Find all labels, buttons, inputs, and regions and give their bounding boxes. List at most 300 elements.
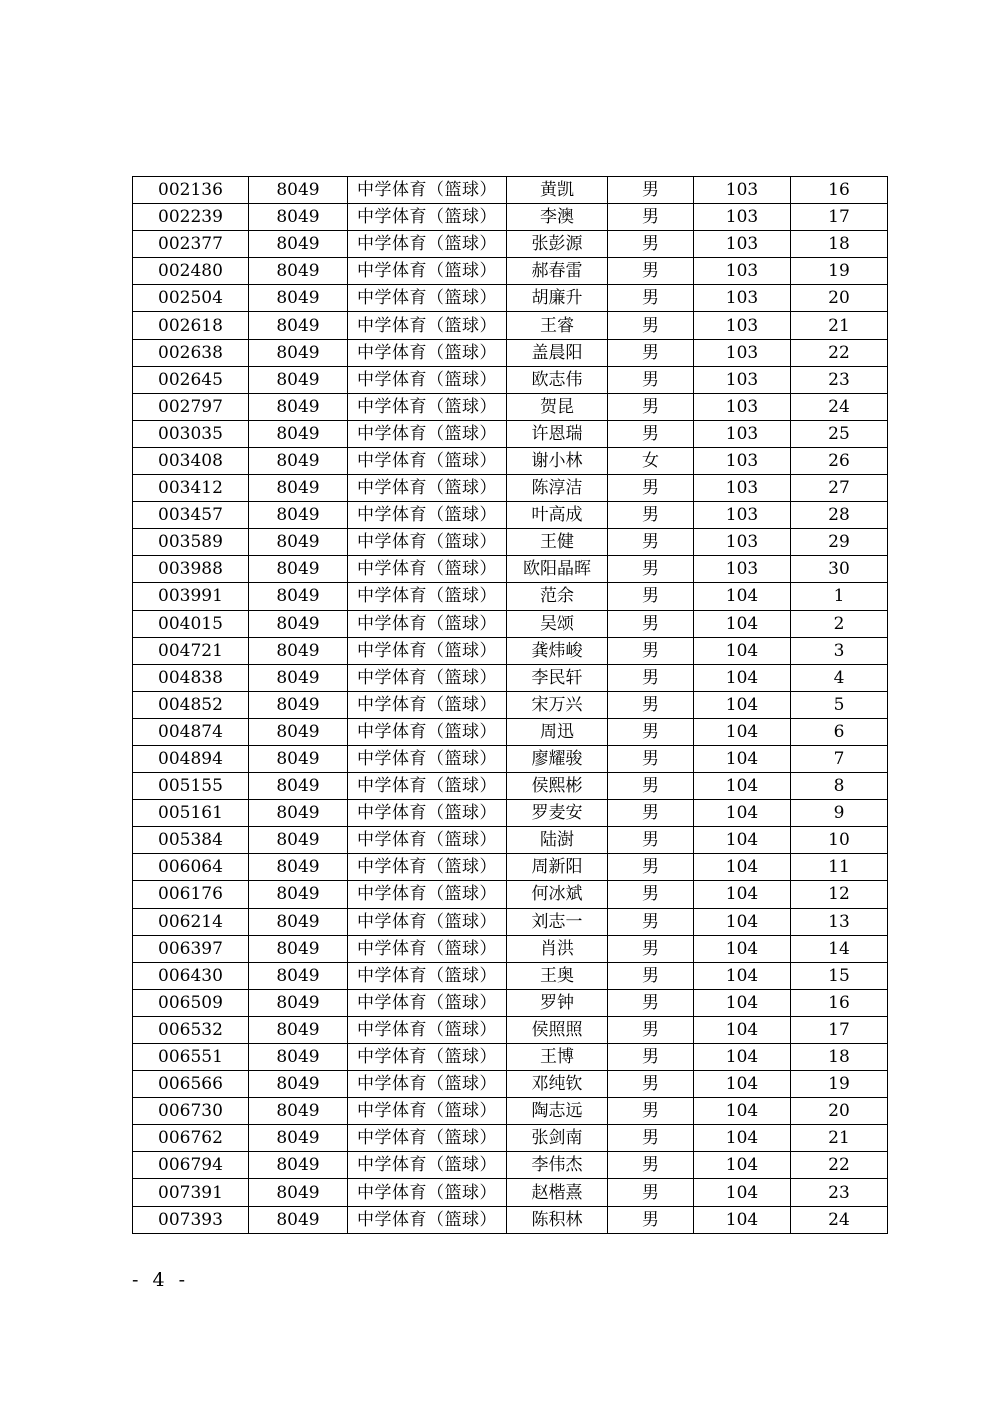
seat-cell: 15 [791,962,888,989]
exam-id-cell: 003988 [133,556,249,583]
seat-cell: 12 [791,881,888,908]
seat-cell: 19 [791,1071,888,1098]
name-cell: 陈淳洁 [507,475,608,502]
name-cell: 罗麦安 [507,800,608,827]
table-row [133,447,888,474]
table-row [133,854,888,881]
seat-cell: 24 [791,1206,888,1233]
room-cell: 104 [694,1016,791,1043]
subject-cell: 中学体育（篮球） [348,1044,507,1071]
seat-cell: 16 [791,989,888,1016]
table-row [133,745,888,772]
subject-code-cell: 8049 [249,610,348,637]
name-cell: 张彭源 [507,231,608,258]
subject-code-cell: 8049 [249,1071,348,1098]
exam-id-cell: 003408 [133,447,249,474]
gender-cell: 男 [608,312,694,339]
seat-cell: 19 [791,258,888,285]
subject-code-cell: 8049 [249,989,348,1016]
gender-cell: 男 [608,800,694,827]
exam-id-cell: 006730 [133,1098,249,1125]
room-cell: 103 [694,258,791,285]
subject-code-cell: 8049 [249,935,348,962]
seat-cell: 5 [791,691,888,718]
subject-code-cell: 8049 [249,285,348,312]
exam-id-cell: 006064 [133,854,249,881]
subject-cell: 中学体育（篮球） [348,1098,507,1125]
room-cell: 104 [694,691,791,718]
seat-cell: 25 [791,420,888,447]
seat-cell: 14 [791,935,888,962]
subject-cell: 中学体育（篮球） [348,529,507,556]
exam-id-cell: 003035 [133,420,249,447]
subject-code-cell: 8049 [249,258,348,285]
gender-cell: 男 [608,231,694,258]
subject-cell: 中学体育（篮球） [348,177,507,204]
name-cell: 叶高成 [507,502,608,529]
table-row [133,773,888,800]
subject-code-cell: 8049 [249,393,348,420]
room-cell: 103 [694,393,791,420]
name-cell: 王健 [507,529,608,556]
subject-code-cell: 8049 [249,1179,348,1206]
exam-id-cell: 006214 [133,908,249,935]
subject-cell: 中学体育（篮球） [348,610,507,637]
subject-cell: 中学体育（篮球） [348,556,507,583]
table-row [133,962,888,989]
subject-code-cell: 8049 [249,475,348,502]
seat-cell: 20 [791,1098,888,1125]
exam-id-cell: 006509 [133,989,249,1016]
seat-cell: 28 [791,502,888,529]
table-row [133,556,888,583]
subject-cell: 中学体育（篮球） [348,718,507,745]
table-row [133,475,888,502]
table-row [133,204,888,231]
table-row [133,1098,888,1125]
exam-id-cell: 006551 [133,1044,249,1071]
name-cell: 郝春雷 [507,258,608,285]
subject-code-cell: 8049 [249,447,348,474]
name-cell: 罗钟 [507,989,608,1016]
subject-cell: 中学体育（篮球） [348,854,507,881]
subject-code-cell: 8049 [249,339,348,366]
name-cell: 范余 [507,583,608,610]
table-row [133,908,888,935]
name-cell: 陈积林 [507,1206,608,1233]
exam-id-cell: 003589 [133,529,249,556]
exam-id-cell: 006532 [133,1016,249,1043]
gender-cell: 男 [608,935,694,962]
gender-cell: 男 [608,962,694,989]
gender-cell: 男 [608,475,694,502]
room-cell: 103 [694,231,791,258]
gender-cell: 男 [608,854,694,881]
table-row [133,502,888,529]
name-cell: 盖晨阳 [507,339,608,366]
seat-cell: 20 [791,285,888,312]
room-cell: 104 [694,1152,791,1179]
room-cell: 104 [694,1071,791,1098]
room-cell: 104 [694,908,791,935]
subject-cell: 中学体育（篮球） [348,366,507,393]
roster-table [132,176,888,1234]
room-cell: 104 [694,1179,791,1206]
subject-cell: 中学体育（篮球） [348,989,507,1016]
seat-cell: 17 [791,1016,888,1043]
subject-code-cell: 8049 [249,718,348,745]
seat-cell: 23 [791,1179,888,1206]
exam-id-cell: 002136 [133,177,249,204]
room-cell: 103 [694,177,791,204]
gender-cell: 男 [608,691,694,718]
name-cell: 王睿 [507,312,608,339]
subject-code-cell: 8049 [249,177,348,204]
gender-cell: 男 [608,285,694,312]
table-row [133,691,888,718]
exam-id-cell: 007391 [133,1179,249,1206]
seat-cell: 3 [791,637,888,664]
table-row [133,1179,888,1206]
seat-cell: 24 [791,393,888,420]
name-cell: 邓纯钦 [507,1071,608,1098]
table-row [133,366,888,393]
room-cell: 103 [694,475,791,502]
subject-code-cell: 8049 [249,366,348,393]
exam-id-cell: 007393 [133,1206,249,1233]
seat-cell: 10 [791,827,888,854]
subject-code-cell: 8049 [249,204,348,231]
name-cell: 王博 [507,1044,608,1071]
roster-body [133,177,888,1234]
exam-id-cell: 002377 [133,231,249,258]
exam-id-cell: 004894 [133,745,249,772]
subject-code-cell: 8049 [249,1152,348,1179]
room-cell: 104 [694,610,791,637]
name-cell: 李民轩 [507,664,608,691]
name-cell: 廖耀骏 [507,745,608,772]
seat-cell: 21 [791,312,888,339]
subject-cell: 中学体育（篮球） [348,962,507,989]
table-row [133,1125,888,1152]
exam-id-cell: 006430 [133,962,249,989]
table-row [133,420,888,447]
seat-cell: 29 [791,529,888,556]
room-cell: 103 [694,366,791,393]
subject-cell: 中学体育（篮球） [348,393,507,420]
name-cell: 宋万兴 [507,691,608,718]
name-cell: 侯熙彬 [507,773,608,800]
seat-cell: 21 [791,1125,888,1152]
gender-cell: 女 [608,447,694,474]
subject-code-cell: 8049 [249,583,348,610]
gender-cell: 男 [608,881,694,908]
subject-code-cell: 8049 [249,502,348,529]
name-cell: 龚炜峻 [507,637,608,664]
name-cell: 周迅 [507,718,608,745]
name-cell: 陶志远 [507,1098,608,1125]
room-cell: 103 [694,204,791,231]
room-cell: 104 [694,718,791,745]
exam-id-cell: 003412 [133,475,249,502]
table-row [133,285,888,312]
name-cell: 周新阳 [507,854,608,881]
gender-cell: 男 [608,637,694,664]
table-row [133,718,888,745]
name-cell: 黄凯 [507,177,608,204]
subject-cell: 中学体育（篮球） [348,204,507,231]
seat-cell: 22 [791,339,888,366]
seat-cell: 8 [791,773,888,800]
seat-cell: 11 [791,854,888,881]
seat-cell: 1 [791,583,888,610]
subject-code-cell: 8049 [249,962,348,989]
seat-cell: 27 [791,475,888,502]
seat-cell: 18 [791,1044,888,1071]
subject-cell: 中学体育（篮球） [348,827,507,854]
room-cell: 104 [694,854,791,881]
gender-cell: 男 [608,1016,694,1043]
subject-code-cell: 8049 [249,691,348,718]
subject-cell: 中学体育（篮球） [348,1179,507,1206]
seat-cell: 7 [791,745,888,772]
exam-id-cell: 006397 [133,935,249,962]
seat-cell: 17 [791,204,888,231]
room-cell: 104 [694,583,791,610]
exam-id-cell: 006566 [133,1071,249,1098]
subject-cell: 中学体育（篮球） [348,1125,507,1152]
exam-id-cell: 002618 [133,312,249,339]
gender-cell: 男 [608,1125,694,1152]
name-cell: 赵楷熹 [507,1179,608,1206]
page-number: - 4 - [132,1269,190,1291]
gender-cell: 男 [608,827,694,854]
seat-cell: 2 [791,610,888,637]
room-cell: 103 [694,447,791,474]
room-cell: 104 [694,1125,791,1152]
exam-id-cell: 005155 [133,773,249,800]
table-row [133,1152,888,1179]
subject-cell: 中学体育（篮球） [348,773,507,800]
subject-cell: 中学体育（篮球） [348,583,507,610]
table-row [133,637,888,664]
room-cell: 104 [694,1044,791,1071]
gender-cell: 男 [608,664,694,691]
subject-cell: 中学体育（篮球） [348,312,507,339]
gender-cell: 男 [608,1206,694,1233]
table-row [133,177,888,204]
room-cell: 103 [694,339,791,366]
subject-code-cell: 8049 [249,1098,348,1125]
exam-id-cell: 006176 [133,881,249,908]
name-cell: 陆澍 [507,827,608,854]
subject-cell: 中学体育（篮球） [348,1071,507,1098]
gender-cell: 男 [608,583,694,610]
subject-code-cell: 8049 [249,908,348,935]
gender-cell: 男 [608,177,694,204]
room-cell: 103 [694,312,791,339]
room-cell: 104 [694,745,791,772]
name-cell: 肖洪 [507,935,608,962]
gender-cell: 男 [608,420,694,447]
room-cell: 103 [694,502,791,529]
table-row [133,800,888,827]
room-cell: 104 [694,962,791,989]
subject-cell: 中学体育（篮球） [348,285,507,312]
subject-code-cell: 8049 [249,800,348,827]
subject-cell: 中学体育（篮球） [348,1152,507,1179]
exam-id-cell: 004015 [133,610,249,637]
name-cell: 李澳 [507,204,608,231]
gender-cell: 男 [608,773,694,800]
room-cell: 103 [694,556,791,583]
subject-code-cell: 8049 [249,312,348,339]
name-cell: 何冰斌 [507,881,608,908]
exam-id-cell: 005384 [133,827,249,854]
gender-cell: 男 [608,1071,694,1098]
seat-cell: 6 [791,718,888,745]
subject-cell: 中学体育（篮球） [348,1206,507,1233]
table-row [133,1044,888,1071]
gender-cell: 男 [608,718,694,745]
room-cell: 103 [694,285,791,312]
exam-id-cell: 002638 [133,339,249,366]
room-cell: 103 [694,529,791,556]
room-cell: 104 [694,1098,791,1125]
room-cell: 104 [694,637,791,664]
name-cell: 贺昆 [507,393,608,420]
gender-cell: 男 [608,1152,694,1179]
subject-cell: 中学体育（篮球） [348,881,507,908]
subject-cell: 中学体育（篮球） [348,800,507,827]
table-row [133,664,888,691]
exam-id-cell: 002239 [133,204,249,231]
subject-cell: 中学体育（篮球） [348,339,507,366]
name-cell: 谢小林 [507,447,608,474]
gender-cell: 男 [608,393,694,420]
subject-code-cell: 8049 [249,1016,348,1043]
gender-cell: 男 [608,1098,694,1125]
subject-cell: 中学体育（篮球） [348,502,507,529]
seat-cell: 13 [791,908,888,935]
gender-cell: 男 [608,502,694,529]
gender-cell: 男 [608,908,694,935]
name-cell: 侯照照 [507,1016,608,1043]
subject-code-cell: 8049 [249,1125,348,1152]
subject-code-cell: 8049 [249,881,348,908]
subject-code-cell: 8049 [249,854,348,881]
subject-code-cell: 8049 [249,745,348,772]
gender-cell: 男 [608,529,694,556]
room-cell: 104 [694,881,791,908]
exam-id-cell: 003991 [133,583,249,610]
name-cell: 张剑南 [507,1125,608,1152]
exam-id-cell: 005161 [133,800,249,827]
name-cell: 欧阳晶晖 [507,556,608,583]
name-cell: 王奥 [507,962,608,989]
exam-id-cell: 006794 [133,1152,249,1179]
name-cell: 吴颂 [507,610,608,637]
seat-cell: 30 [791,556,888,583]
seat-cell: 9 [791,800,888,827]
gender-cell: 男 [608,556,694,583]
seat-cell: 22 [791,1152,888,1179]
subject-cell: 中学体育（篮球） [348,664,507,691]
subject-cell: 中学体育（篮球） [348,1016,507,1043]
room-cell: 104 [694,1206,791,1233]
room-cell: 104 [694,800,791,827]
subject-code-cell: 8049 [249,827,348,854]
subject-code-cell: 8049 [249,1206,348,1233]
subject-cell: 中学体育（篮球） [348,908,507,935]
table-row [133,231,888,258]
table-row [133,339,888,366]
subject-cell: 中学体育（篮球） [348,637,507,664]
table-row [133,881,888,908]
subject-code-cell: 8049 [249,420,348,447]
table-row [133,393,888,420]
seat-cell: 26 [791,447,888,474]
subject-cell: 中学体育（篮球） [348,475,507,502]
gender-cell: 男 [608,1179,694,1206]
name-cell: 胡廉升 [507,285,608,312]
subject-code-cell: 8049 [249,231,348,258]
seat-cell: 16 [791,177,888,204]
room-cell: 103 [694,420,791,447]
exam-id-cell: 004852 [133,691,249,718]
subject-code-cell: 8049 [249,637,348,664]
exam-id-cell: 002645 [133,366,249,393]
subject-code-cell: 8049 [249,556,348,583]
exam-id-cell: 003457 [133,502,249,529]
subject-cell: 中学体育（篮球） [348,231,507,258]
subject-cell: 中学体育（篮球） [348,935,507,962]
table-row [133,1016,888,1043]
exam-id-cell: 004874 [133,718,249,745]
table-row [133,989,888,1016]
seat-cell: 4 [791,664,888,691]
exam-id-cell: 002797 [133,393,249,420]
name-cell: 许恩瑞 [507,420,608,447]
gender-cell: 男 [608,989,694,1016]
table-row [133,1206,888,1233]
table-row [133,583,888,610]
subject-cell: 中学体育（篮球） [348,420,507,447]
subject-cell: 中学体育（篮球） [348,745,507,772]
room-cell: 104 [694,827,791,854]
subject-code-cell: 8049 [249,773,348,800]
table-row [133,827,888,854]
gender-cell: 男 [608,339,694,366]
name-cell: 欧志伟 [507,366,608,393]
table-row [133,312,888,339]
exam-id-cell: 004838 [133,664,249,691]
name-cell: 刘志一 [507,908,608,935]
room-cell: 104 [694,989,791,1016]
table-row [133,610,888,637]
gender-cell: 男 [608,1044,694,1071]
gender-cell: 男 [608,204,694,231]
subject-cell: 中学体育（篮球） [348,258,507,285]
table-row [133,935,888,962]
exam-id-cell: 002480 [133,258,249,285]
room-cell: 104 [694,935,791,962]
seat-cell: 18 [791,231,888,258]
gender-cell: 男 [608,610,694,637]
gender-cell: 男 [608,745,694,772]
exam-id-cell: 004721 [133,637,249,664]
room-cell: 104 [694,664,791,691]
